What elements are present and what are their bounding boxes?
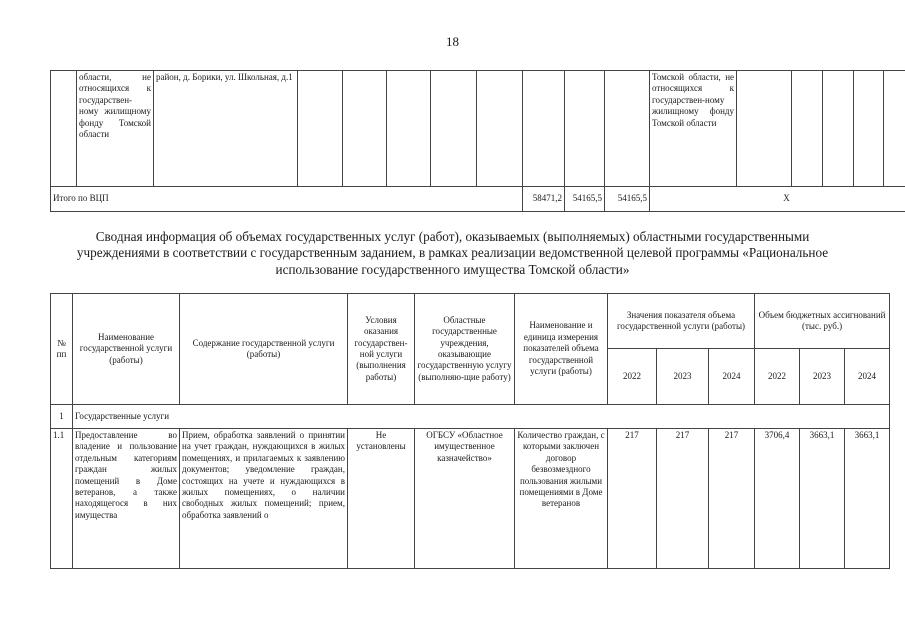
cell-category: области, не относящихся к государствен-ному жилищному фонду Томской области	[77, 71, 154, 187]
row-num: 1.1	[51, 429, 73, 569]
header-row	[51, 294, 890, 349]
section-num: 1	[51, 405, 73, 429]
row-value-2022: 217	[608, 429, 657, 569]
row-budget-2024: 3663,1	[845, 429, 890, 569]
header-year: 2022	[608, 349, 657, 405]
header-institutions: Областные государственные учреждения, оказывающие государственную услугу (выполняю-щие работу)	[415, 294, 515, 405]
total-value-1: 58471,2	[523, 187, 565, 212]
row-institution: ОГБСУ «Областное имущественное казначейство»	[415, 429, 515, 569]
section-heading: Сводная информация об объемах государственных услуг (работ), оказываемых (выполняемых) областными государственными учреждениями в соответствии с государственным заданием, в рамках реализации ведомственной целевой программы «Рациональное использование государственного имущества Томской области»	[76, 229, 829, 277]
row-value-2024: 217	[709, 429, 755, 569]
cell-description: Томской области, не относящихся к государствен-ному жилищному фонду Томской области	[650, 71, 737, 187]
header-indicator-values: Значения показателя объема государственной услуги (работы)	[608, 294, 755, 349]
total-value-3: 54165,5	[605, 187, 650, 212]
row-indicator: Количество граждан, с которыми заключен договор безвозмездного пользования жилыми помещениями в Доме ветеранов	[515, 429, 608, 569]
section-row	[51, 405, 890, 429]
continued-table	[50, 70, 905, 212]
section-label: Государственные услуги	[73, 405, 890, 429]
total-mark: Х	[650, 187, 905, 212]
services-table	[50, 293, 890, 569]
row-budget-2023: 3663,1	[800, 429, 845, 569]
header-year: 2023	[657, 349, 709, 405]
header-content: Содержание государственной услуги (работы)	[180, 294, 348, 405]
header-budget: Объем бюджетных ассигнований (тыс. руб.)	[755, 294, 890, 349]
total-value-2: 54165,5	[565, 187, 605, 212]
row-service-content: Прием, обработка заявлений о принятии на учет граждан, нуждающихся в жилых помещениях, и прилагаемых к заявлению документов; уведомление граждан, состоящих на учете и нуждающихся в жилых помещениях, о наличии свободных жилых помещений; прием, обработка заявлений о	[180, 429, 348, 569]
header-year: 2023	[800, 349, 845, 405]
header-year: 2024	[845, 349, 890, 405]
header-conditions: Условия оказания государствен-ной услуги (выполнения работы)	[348, 294, 415, 405]
header-indicator: Наименование и единица измерения показателей объема государственной услуги (работы)	[515, 294, 608, 405]
header-name: Наименование государственной услуги (работы)	[73, 294, 180, 405]
header-year: 2022	[755, 349, 800, 405]
row-service-name: Предоставление во владение и пользование отдельным категориям граждан жилых помещений в Доме ветеранов, а также находящегося в них имущества	[73, 429, 180, 569]
page-number: 18	[446, 34, 459, 49]
cell-address: район, д. Борики, ул. Школьная, д.1	[154, 71, 298, 187]
header-year: 2024	[709, 349, 755, 405]
row-conditions: Не установлены	[348, 429, 415, 569]
total-row	[51, 187, 905, 212]
table-row	[51, 71, 905, 187]
total-label: Итого по ВЦП	[51, 187, 523, 212]
table-row	[51, 429, 890, 569]
row-budget-2022: 3706,4	[755, 429, 800, 569]
header-num: № пп	[51, 294, 73, 405]
row-value-2023: 217	[657, 429, 709, 569]
